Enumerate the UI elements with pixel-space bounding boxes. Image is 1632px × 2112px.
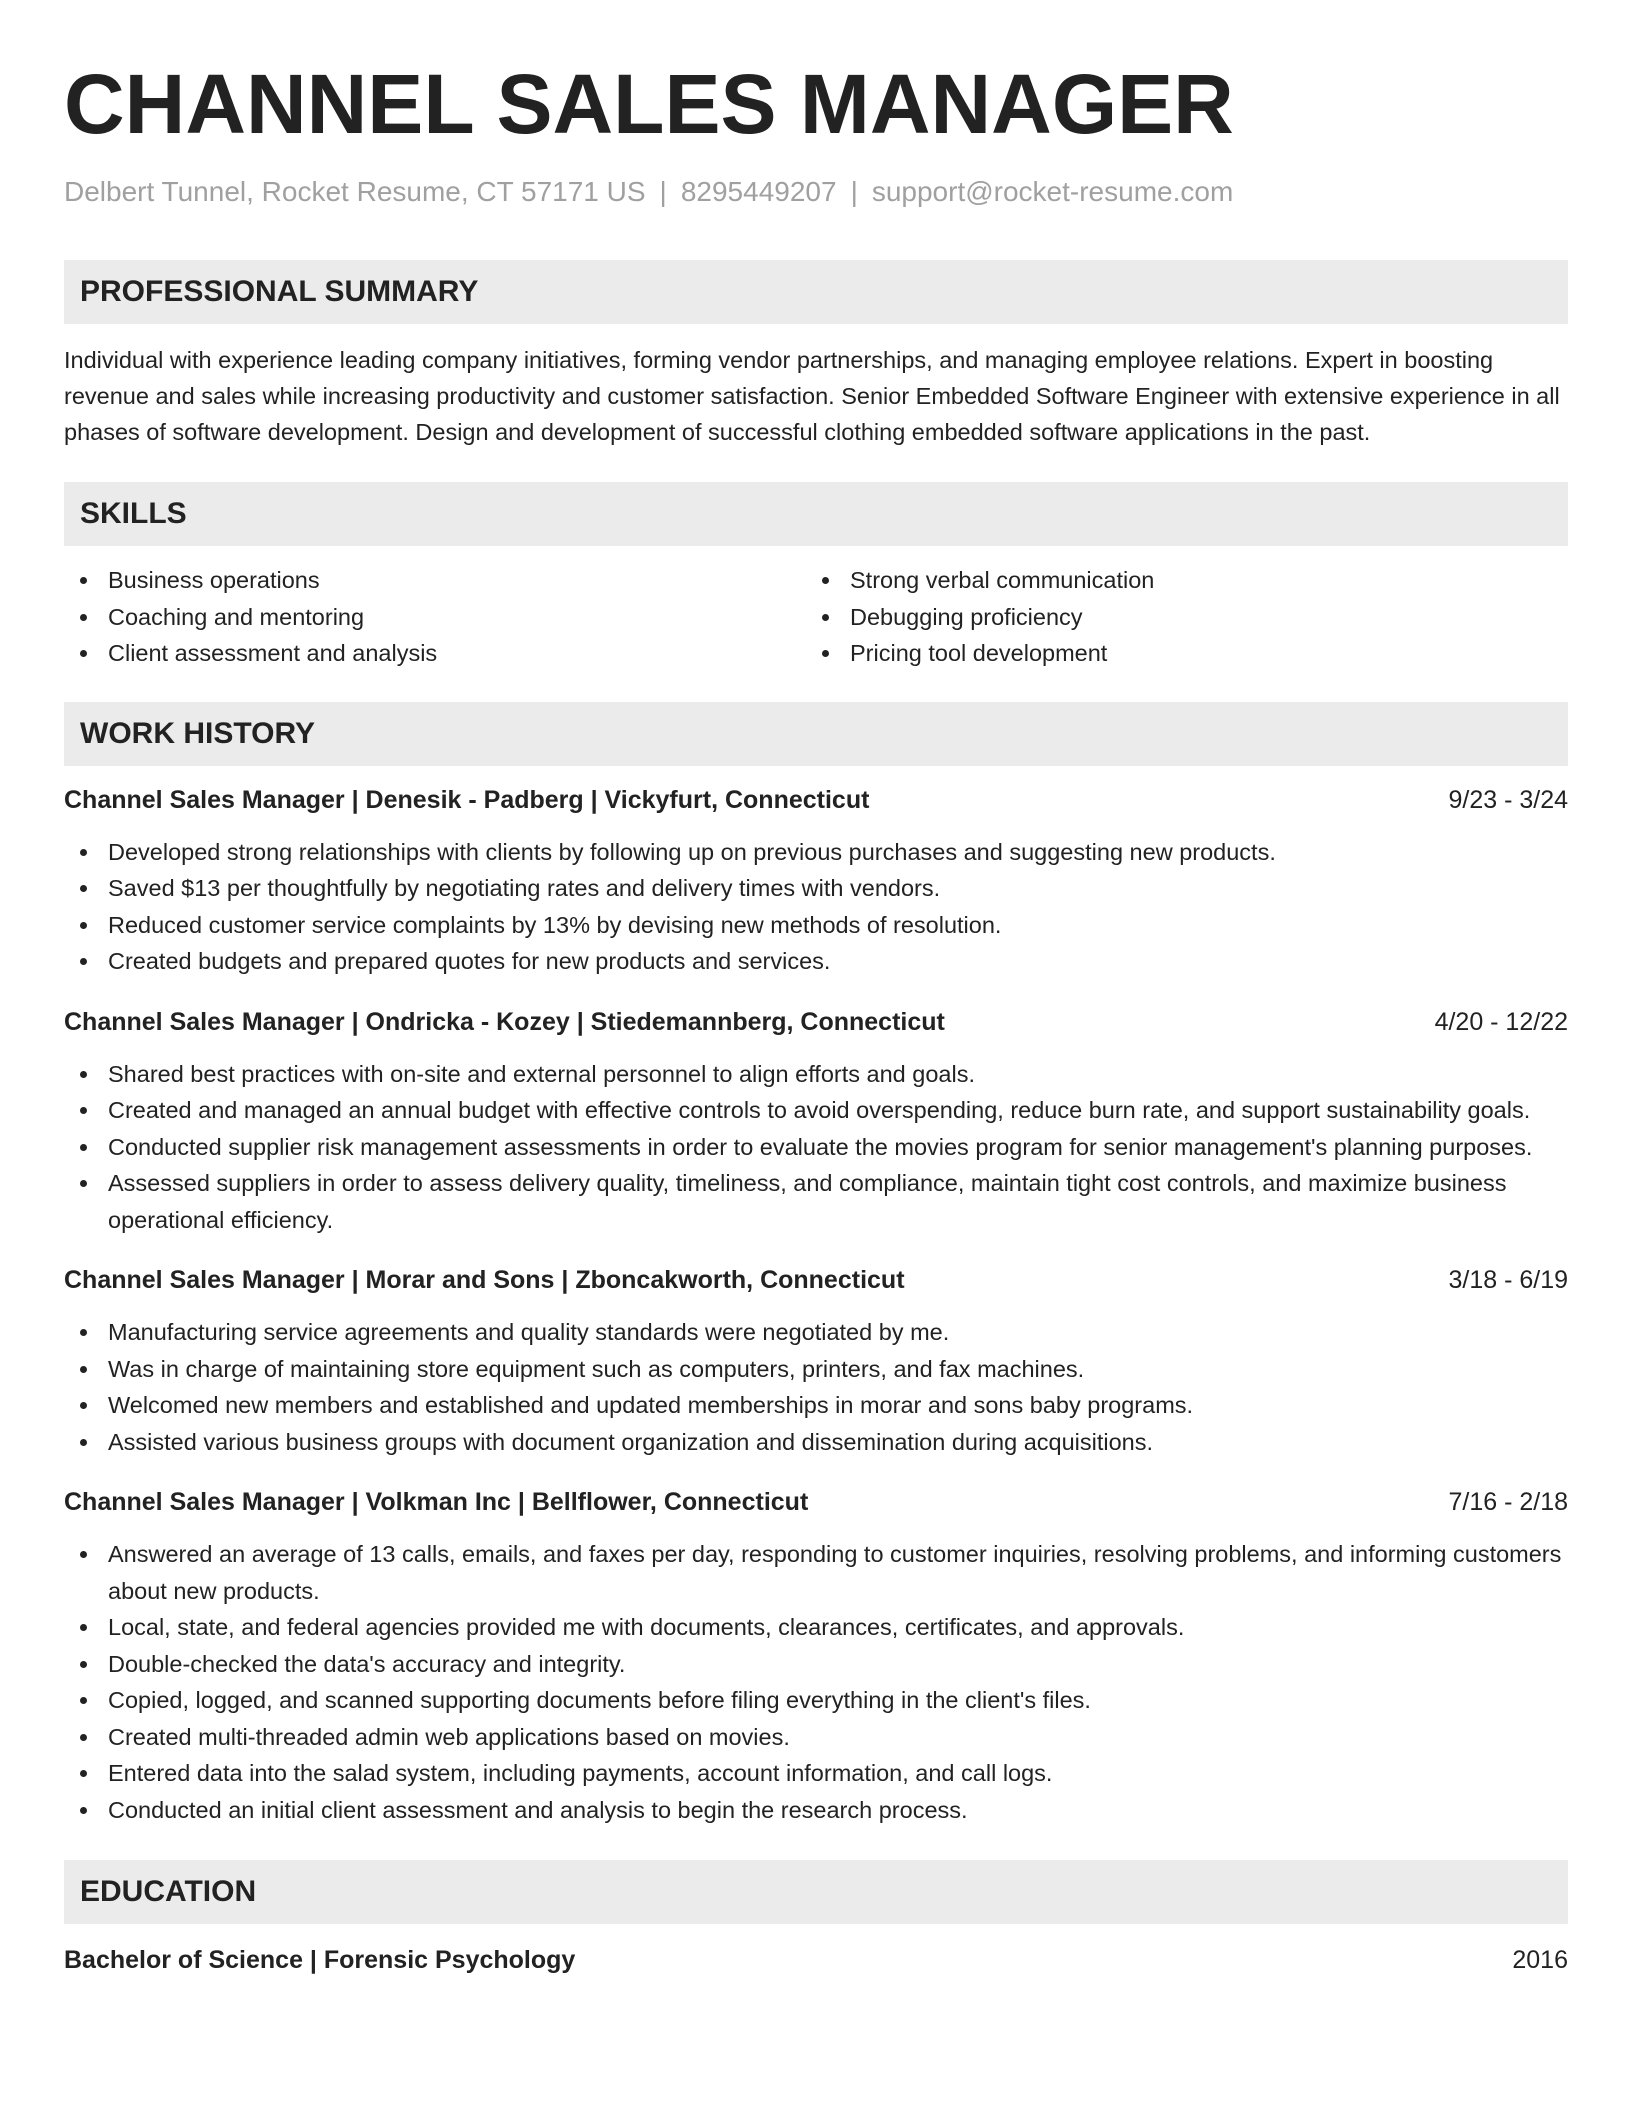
job-bullets [64, 1056, 1568, 1239]
section-header-work-history: WORK HISTORY [64, 702, 1568, 766]
contact-separator: | [659, 176, 667, 207]
job-entry [64, 782, 1568, 980]
contact-separator: | [850, 176, 858, 207]
work-history-list [64, 782, 1568, 1829]
job-title: Channel Sales Manager | Volkman Inc | Bellflower, Connecticut [64, 1488, 809, 1516]
job-bullet: Welcomed new members and established and updated memberships in morar and sons baby programs. [64, 1387, 1568, 1424]
job-bullet: Conducted supplier risk management assessments in order to evaluate the movies program for senior management's planning purposes. [64, 1129, 1568, 1166]
job-bullet: Created multi-threaded admin web applications based on movies. [64, 1719, 1568, 1756]
job-entry [64, 1004, 1568, 1239]
job-bullet: Local, state, and federal agencies provided me with documents, clearances, certificates, and approvals. [64, 1609, 1568, 1646]
job-header [64, 782, 1568, 818]
job-bullet: Was in charge of maintaining store equipment such as computers, printers, and fax machines. [64, 1351, 1568, 1388]
job-bullet: Assessed suppliers in order to assess delivery quality, timeliness, and compliance, maintain tight cost controls, and maximize business operational efficiency. [64, 1165, 1568, 1238]
job-bullet: Saved $13 per thoughtfully by negotiating rates and delivery times with vendors. [64, 870, 1568, 907]
job-bullet: Conducted an initial client assessment and analysis to begin the research process. [64, 1792, 1568, 1829]
job-bullets [64, 1536, 1568, 1828]
skill-item: Strong verbal communication [806, 562, 1548, 599]
job-bullet: Manufacturing service agreements and quality standards were negotiated by me. [64, 1314, 1568, 1351]
job-bullet: Created and managed an annual budget with effective controls to avoid overspending, reduce burn rate, and support sustainability goals. [64, 1092, 1568, 1129]
job-title: Channel Sales Manager | Ondricka - Kozey | Stiedemannberg, Connecticut [64, 1007, 945, 1036]
job-bullet: Developed strong relationships with clients by following up on previous purchases and suggesting new products. [64, 834, 1568, 871]
job-header [64, 1262, 1568, 1298]
job-bullet: Reduced customer service complaints by 13% by devising new methods of resolution. [64, 907, 1568, 944]
job-bullets [64, 834, 1568, 980]
education-entry [64, 1942, 1568, 1978]
job-dates: 4/20 - 12/22 [1434, 1007, 1568, 1036]
section-header-summary: PROFESSIONAL SUMMARY [64, 260, 1568, 324]
job-dates: 7/16 - 2/18 [1448, 1488, 1568, 1516]
contact-line [64, 174, 1568, 210]
skills-column-left [64, 562, 806, 672]
job-entry [64, 1262, 1568, 1460]
skills-list [64, 562, 1568, 672]
job-bullet: Copied, logged, and scanned supporting documents before filing everything in the client's files. [64, 1682, 1568, 1719]
job-bullet: Assisted various business groups with document organization and dissemination during acquisitions. [64, 1424, 1568, 1461]
section-header-education: EDUCATION [64, 1860, 1568, 1924]
job-header [64, 1484, 1568, 1520]
education-year: 2016 [1512, 1946, 1568, 1974]
summary-text: Individual with experience leading company initiatives, forming vendor partnerships, and managing employee relations. Expert in boosting revenue and sales while increasing productivity and customer satisfaction. Senior Embedded Software Engineer with extensive experience in all phases of software development. Design and development of successful clothing embedded software applications in the past. [64, 347, 1560, 445]
job-bullets [64, 1314, 1568, 1460]
skill-item: Debugging proficiency [806, 599, 1548, 636]
skill-item: Business operations [64, 562, 806, 599]
job-bullet: Shared best practices with on-site and external personnel to align efforts and goals. [64, 1056, 1568, 1093]
job-header [64, 1004, 1568, 1040]
contact-email: support@rocket-resume.com [871, 176, 1234, 207]
contact-phone: 8295449207 [680, 176, 837, 207]
job-bullet: Created budgets and prepared quotes for new products and services. [64, 943, 1568, 980]
skill-item: Coaching and mentoring [64, 599, 806, 636]
job-title: Channel Sales Manager | Denesik - Padberg | Vickyfurt, Connecticut [64, 785, 870, 814]
job-dates: 3/18 - 6/19 [1448, 1266, 1568, 1294]
job-dates: 9/23 - 3/24 [1448, 785, 1568, 814]
skills-column-right [806, 562, 1548, 672]
skill-item: Pricing tool development [806, 635, 1548, 672]
skill-item: Client assessment and analysis [64, 635, 806, 672]
education-degree: Bachelor of Science | Forensic Psychology [64, 1946, 576, 1974]
job-bullet: Answered an average of 13 calls, emails, and faxes per day, responding to customer inquiries, resolving problems, and informing customers about new products. [64, 1536, 1568, 1609]
contact-address: Delbert Tunnel, Rocket Resume, CT 57171 US [64, 176, 646, 207]
resume-title: CHANNEL SALES MANAGER [64, 57, 1234, 151]
job-title: Channel Sales Manager | Morar and Sons | Zboncakworth, Connecticut [64, 1266, 905, 1294]
job-bullet: Entered data into the salad system, including payments, account information, and call logs. [64, 1755, 1568, 1792]
job-bullet: Double-checked the data's accuracy and integrity. [64, 1646, 1568, 1683]
job-entry [64, 1484, 1568, 1828]
section-header-skills: SKILLS [64, 482, 1568, 546]
